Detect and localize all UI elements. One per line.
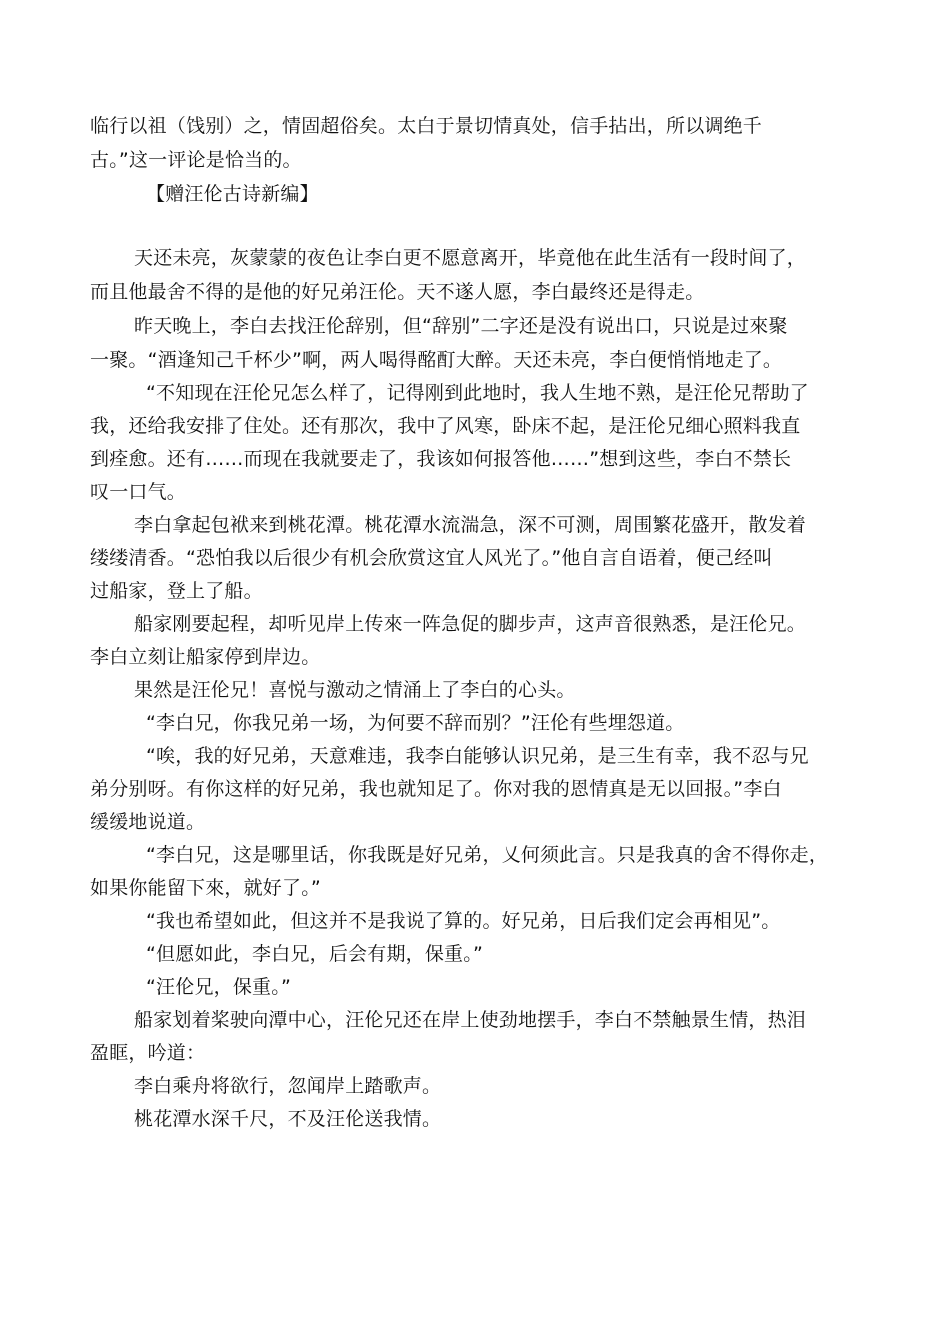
text-line: 船家刚要起程，却听见岸上传來一阵急促的脚步声，这声音很熟悉，是汪伦兄。 xyxy=(134,613,807,635)
text-line: 而且他最舍不得的是他的好兄弟汪伦。天不遂人愿，李白最终还是得走。 xyxy=(90,281,705,303)
text-line: 果然是汪伦兄！喜悦与激动之情涌上了李白的心头。 xyxy=(134,679,576,701)
text-line: 船家划着桨驶向潭中心，汪伦兄还在岸上使劲地摆手，李白不禁触景生情，热泪 xyxy=(134,1009,807,1031)
text-line: 缓缓地说道。 xyxy=(90,811,206,833)
text-line: 叹一口气。 xyxy=(90,481,187,503)
text-line: 弟分别呀。有你这样的好兄弟，我也就知足了。你对我的恩情真是无以回报。”李白 xyxy=(90,778,782,800)
text-line: 昨天晚上，李白去找汪伦辞别，但“辞别”二字还是没有说出口，只说是过來聚 xyxy=(134,315,788,337)
text-line: 李白立刻让船家停到岸边。 xyxy=(90,646,321,668)
text-line: “李白兄，这是哪里话，你我既是好兄弟，乂何须此言。只是我真的舍不得你走， xyxy=(146,844,829,866)
text-line: 到痊愈。还有……而现在我就要走了，我该如何报答他……”想到这些，李白不禁长 xyxy=(90,448,792,470)
text-line: “不知现在汪伦兄怎么样了，记得刚到此地时，我人生地不熟，是汪伦兄帮助了 xyxy=(146,382,809,404)
text-line: “李白兄，你我兄弟一场，为何要不辞而别？”汪伦有些埋怨道。 xyxy=(146,712,685,734)
text-line: 如果你能留下來，就好了。” xyxy=(90,877,321,899)
text-line: 一聚。“酒逢知己千杯少”啊，两人喝得酩酊大醉。天还未亮，李白便悄悄地走了。 xyxy=(90,349,783,371)
text-line: “但愿如此，李白兄，后会有期，保重。” xyxy=(146,943,483,965)
text-line: 我，还给我安排了住处。还有那次，我中了风寒，卧床不起，是汪伦兄细心照料我直 xyxy=(90,415,801,437)
text-line: “唉，我的好兄弟，天意难违，我李白能够认识兄弟，是三生有幸，我不忍与兄 xyxy=(146,745,809,767)
text-line: “我也希望如此，但这并不是我说了算的。好兄弟，日后我们定会再相见”。 xyxy=(146,910,781,932)
text-line: 天还未亮，灰蒙蒙的夜色让李白更不愿意离开，毕竟他在此生活有一段时间了， xyxy=(134,247,807,269)
poem-line: 桃花潭水深千尺，不及汪伦送我情。 xyxy=(134,1108,442,1130)
text-line: 盈眶，吟道： xyxy=(90,1042,206,1064)
section-heading: 【赠汪伦古诗新编】 xyxy=(146,183,319,205)
text-line: 古。”这一评论是恰当的。 xyxy=(90,149,302,171)
text-line: “汪伦兄，保重。” xyxy=(146,976,291,998)
text-line: 缕缕清香。“恐怕我以后很少有机会欣赏这宜人风光了。”他自言自语着，便己经叫 xyxy=(90,547,773,569)
text-line: 临行以祖（饯别）之，情固超俗矣。太白于景切情真处，信手拈出，所以调绝千 xyxy=(90,115,763,137)
text-line: 李白拿起包袱来到桃花潭。桃花潭水流湍急，深不可测，周围繁花盛开，散发着 xyxy=(134,514,807,536)
poem-line: 李白乘舟将欲行，忽闻岸上踏歌声。 xyxy=(134,1075,442,1097)
text-line: 过船家，登上了船。 xyxy=(90,580,263,602)
